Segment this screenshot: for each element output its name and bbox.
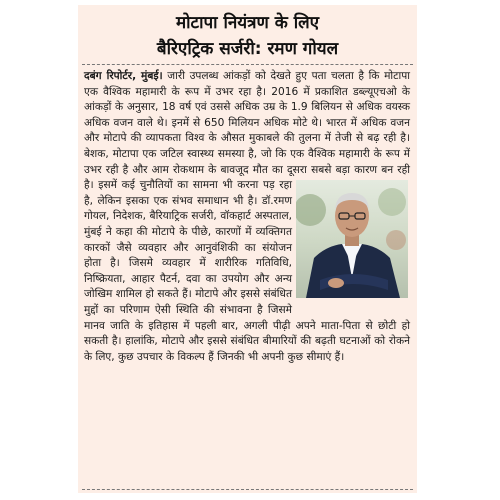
article-text: जारी उपलब्ध आंकड़ों को देखते हुए पता चलता है कि मोटापा एक वैश्विक महामारी के रूप में उभर रहा है। 2016 में प्रकाशित डब्ल्यूएचओ के आंकड़ों के अनुसार, 18 वर्ष एवं उससे अधिक उम्र के 1.9 बिलियन से अधिक वयस्क अधिक वजन वाले थे। इनमें से 650 मिलियन अधिक मोटे थे। भारत में अधिक वजन और मोटापे की व्यापकता विश्व के औसत मुकाबले की तुलना में तेजी से बढ़ रही है। बेशक, मोटापा एक जटिल स्वास्थ्य समस्या है, जो कि एक वैश्विक महामारी के रूप में उभर रही है और आम रोकथाम के बावजूद मौत का दूसरा सबसे बड़ा कारण बन रही है। इसमें कई चुनौतियों का सामना भी करना पड़ रहा है, लेकिन इसका एक संभव समाधान भी है। डॉ.रमण गोयल, निदेशक, बैरियाट्रिक सर्जरी, वॉकहार्ट अस्पताल, मुंबई ने कहा की मोटापे के पीछे, कारणों में व्यक्तिगत कारकों जैसे व्यवहार और आनुवंशिकी का संयोजन होता है। जिसमे व्यवहार में शारीरिक गतिविधि, निष्क्रियता, आहार पैटर्न, दवा का उपयोग और अन्य जोखिम शामिल हो सकते हैं। मोटापे और इससे संबंधित मुद्दों का परिणाम ऐसी स्थिति की संभावना है जिसमे मानव जाति के इतिहास में पहली बार, अगली पीढ़ी अपने माता-पिता से छोटी हो सकती है। हालांकि, मोटापे और इससे संबंधित बीमारियों की बढ़ती घटनाओं को रोकने के लिए, कुछ उपचार के विकल्प हैं जिनकी भी अपनी कुछ सीमाएं हैं। — [84, 70, 410, 363]
man-portrait-illustration — [296, 180, 408, 298]
top-divider — [82, 64, 413, 65]
headline-line-1: मोटापा नियंत्रण के लिए — [175, 13, 320, 33]
bottom-divider — [82, 489, 413, 490]
headline-line-2: बैरिएट्रिक सर्जरी: रमण गोयल — [156, 39, 339, 59]
byline: दबंग रिपोर्टर, मुंबई। — [84, 70, 163, 82]
portrait-photo — [296, 180, 408, 298]
